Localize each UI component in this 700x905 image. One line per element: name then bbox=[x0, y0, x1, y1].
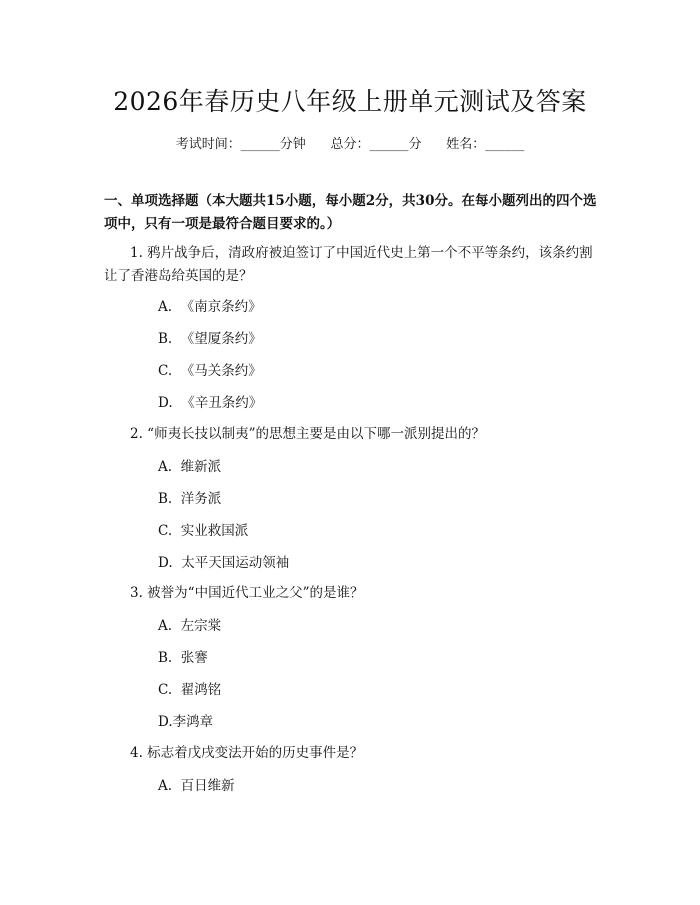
page-title: 2026年春历史八年级上册单元测试及答案 bbox=[113, 87, 587, 116]
question-3-option-b: B. 张謇 bbox=[158, 650, 208, 666]
question-4-option-a: A. 百日维新 bbox=[158, 778, 235, 794]
question-3-option-a: A. 左宗棠 bbox=[158, 618, 222, 634]
question-1-option-b: B. 《望厦条约》 bbox=[158, 331, 262, 347]
question-3: 3. 被誉为“中国近代工业之父”的是谁？ bbox=[130, 585, 364, 601]
question-2-option-b: B. 洋务派 bbox=[158, 491, 222, 507]
question-2: 2. “师夷长技以制夷”的思想主要是由以下哪一派别提出的？ bbox=[130, 426, 485, 442]
question-1-option-d: D. 《辛丑条约》 bbox=[158, 395, 263, 411]
question-3-option-d: D.李鸿章 bbox=[158, 714, 214, 730]
question-1-option-a: A. 《南京条约》 bbox=[158, 299, 262, 315]
question-3-option-c: C. 翟鸿铭 bbox=[158, 682, 222, 698]
question-4: 4. 标志着戊戌变法开始的历史事件是？ bbox=[130, 745, 364, 761]
question-1: 1. 鸦片战争后，清政府被迫签订了中国近代史上第一个不平等条约，该条约割让了香港岛给英国的是？ bbox=[104, 245, 593, 284]
question-2-option-a: A. 维新派 bbox=[158, 459, 222, 475]
question-2-option-d: D. 太平天国运动领袖 bbox=[158, 555, 290, 571]
exam-info: 考试时间：______分钟 总分：______分 姓名：______ bbox=[175, 137, 525, 152]
question-2-option-c: C. 实业救国派 bbox=[158, 523, 249, 539]
section-heading: 一、单项选择题（本大题共15小题，每小题2分，共30分。在每小题列出的四个选项中，只有一项是最符合题目要求的。） bbox=[104, 193, 597, 232]
question-1-option-c: C. 《马关条约》 bbox=[158, 363, 262, 379]
